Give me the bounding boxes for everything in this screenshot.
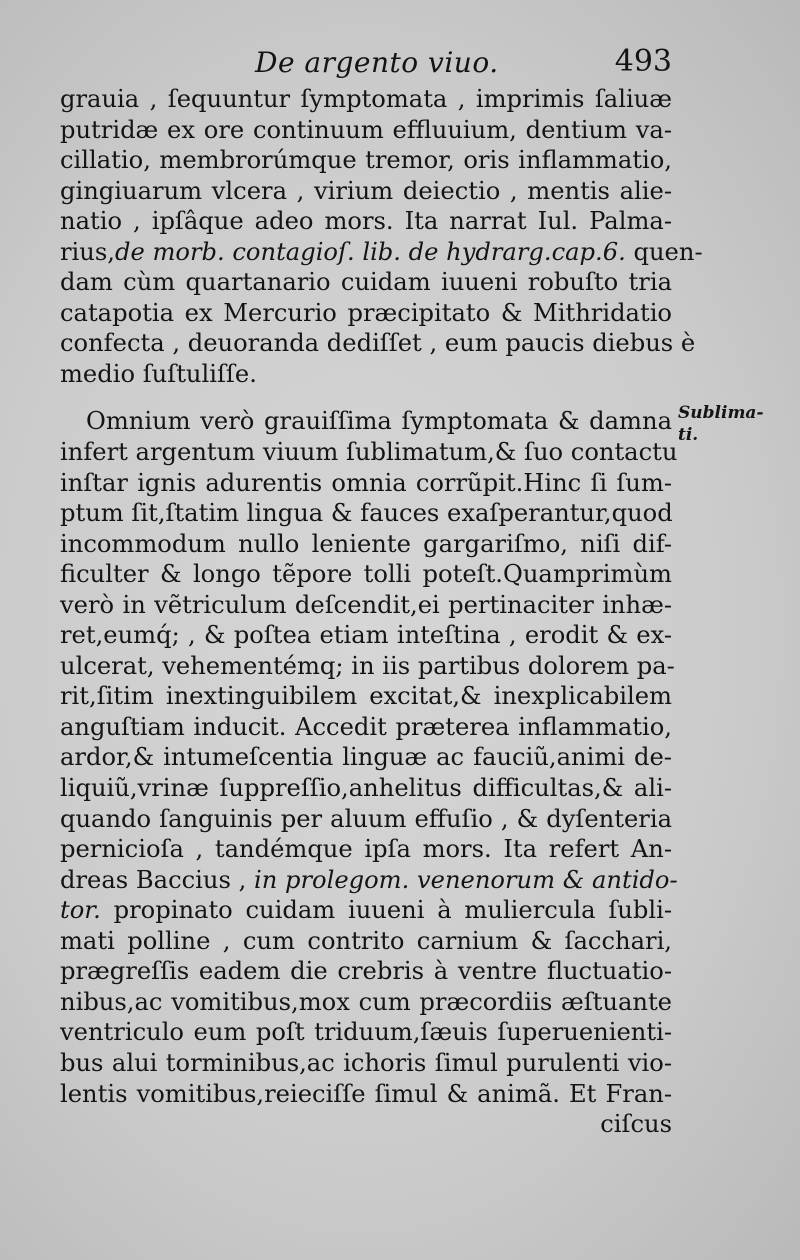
margin-note [678,402,798,446]
catchword: ciſcus [600,1110,672,1139]
citation: tor. [60,896,101,925]
body-text [60,84,703,1140]
text-line: prægreſſis eadem die crebris à ventre fluctuatio- [60,957,672,986]
text-line: quando ſanguinis per aluum effuſio , & dyſenteria [60,804,672,833]
text-line: bus alui torminibus,ac ichoris ſimul purulenti vio- [60,1048,672,1077]
paragraph-gap [60,389,672,406]
text-line: catapotia ex Mercurio præcipitato & Mithridatio [60,298,672,327]
text-line: cillatio, membrorúmque tremor, oris inflammatio, [60,146,672,175]
text-line: medio ſuſtuliſſe. [60,359,257,388]
page-number: 493 [614,44,672,79]
text-line: pernicioſa , tandémque ipſa mors. Ita refert An- [60,835,672,864]
text-span: rius, [60,237,115,266]
paragraph-1 [60,84,703,389]
text-line: ficulter & longo tẽpore tolli poteſt.Quamprimùm [60,560,672,589]
text-line: ventriculo eum poſt triduum,ſæuis ſuperuenienti- [60,1018,672,1047]
text-line [60,237,703,268]
text-span: dreas Baccius , [60,865,254,894]
margin-note-line: Sublima- [678,403,764,423]
text-line: dam cùm quartanario cuidam iuueni robuſto tria [60,268,672,297]
paragraph-2 [60,406,678,1109]
text-line: infert argentum viuum ſublimatum,& ſuo contactu [60,438,678,467]
text-line: putridæ ex ore continuum effluuium, dentium va- [60,115,672,144]
running-title: De argento viuo. [255,46,499,79]
text-span: quen- [625,237,703,266]
text-line: grauia , ſequuntur ſymptomata , imprimis ſaliuæ [60,85,672,113]
text-line: confecta , deuoranda dediſſet , eum paucis diebus è [60,329,696,358]
text-line: liquiũ,vrinæ ſuppreſſio,anhelitus difficultas,& ali- [60,774,672,803]
text-line: anguſtiam inducit. Accedit præterea inflammatio, [60,712,672,741]
text-line: verò in vẽtriculum deſcendit,ei pertinaciter inhæ- [60,590,672,619]
text-line: nibus,ac vomitibus,mox cum præcordiis æſtuante [60,987,672,1016]
text-line: incommodum nullo leniente gargariſmo, niſi dif- [60,529,672,558]
text-line [60,865,678,896]
text-line: natio , ipſâque adeo mors. Ita narrat Iul. Palma- [60,207,672,236]
text-line: ret,eumq́; , & poſtea etiam inteſtina , erodit & ex- [60,621,672,650]
text-line: rit,ſitim inextinguibilem excitat,& inexplicabilem [60,682,672,711]
text-line: Omnium verò grauiſſima ſymptomata & damna [86,407,672,436]
citation: de morb. contagioſ. lib. de hydrarg.cap.6. [114,237,626,266]
page-header [60,42,680,82]
margin-note-line: ti. [678,425,699,445]
text-line: ulcerat, vehementémq; in iis partibus dolorem pa- [60,651,675,680]
text-line: inſtar ignis adurentis omnia corrũpit.Hinc ſi ſum- [60,468,672,497]
citation: in prolegom. venenorum & antido- [253,865,678,894]
text-line: lentis vomitibus,reieciſſe ſimul & animã. Et Fran- [60,1079,672,1108]
text-line: ardor,& intumeſcentia linguæ ac fauciũ,animi de- [60,743,672,772]
text-line: ptum ſit,ſtatim lingua & fauces exaſperantur,quod [60,499,673,528]
text-line: mati polline , cum contrito carnium & ſacchari, [60,926,672,955]
text-span: propinato cuidam iuueni à muliercula ſubli- [100,896,672,925]
text-line: gingiuarum vlcera , virium deiectio , mentis alie- [60,176,672,205]
text-line [60,895,672,926]
